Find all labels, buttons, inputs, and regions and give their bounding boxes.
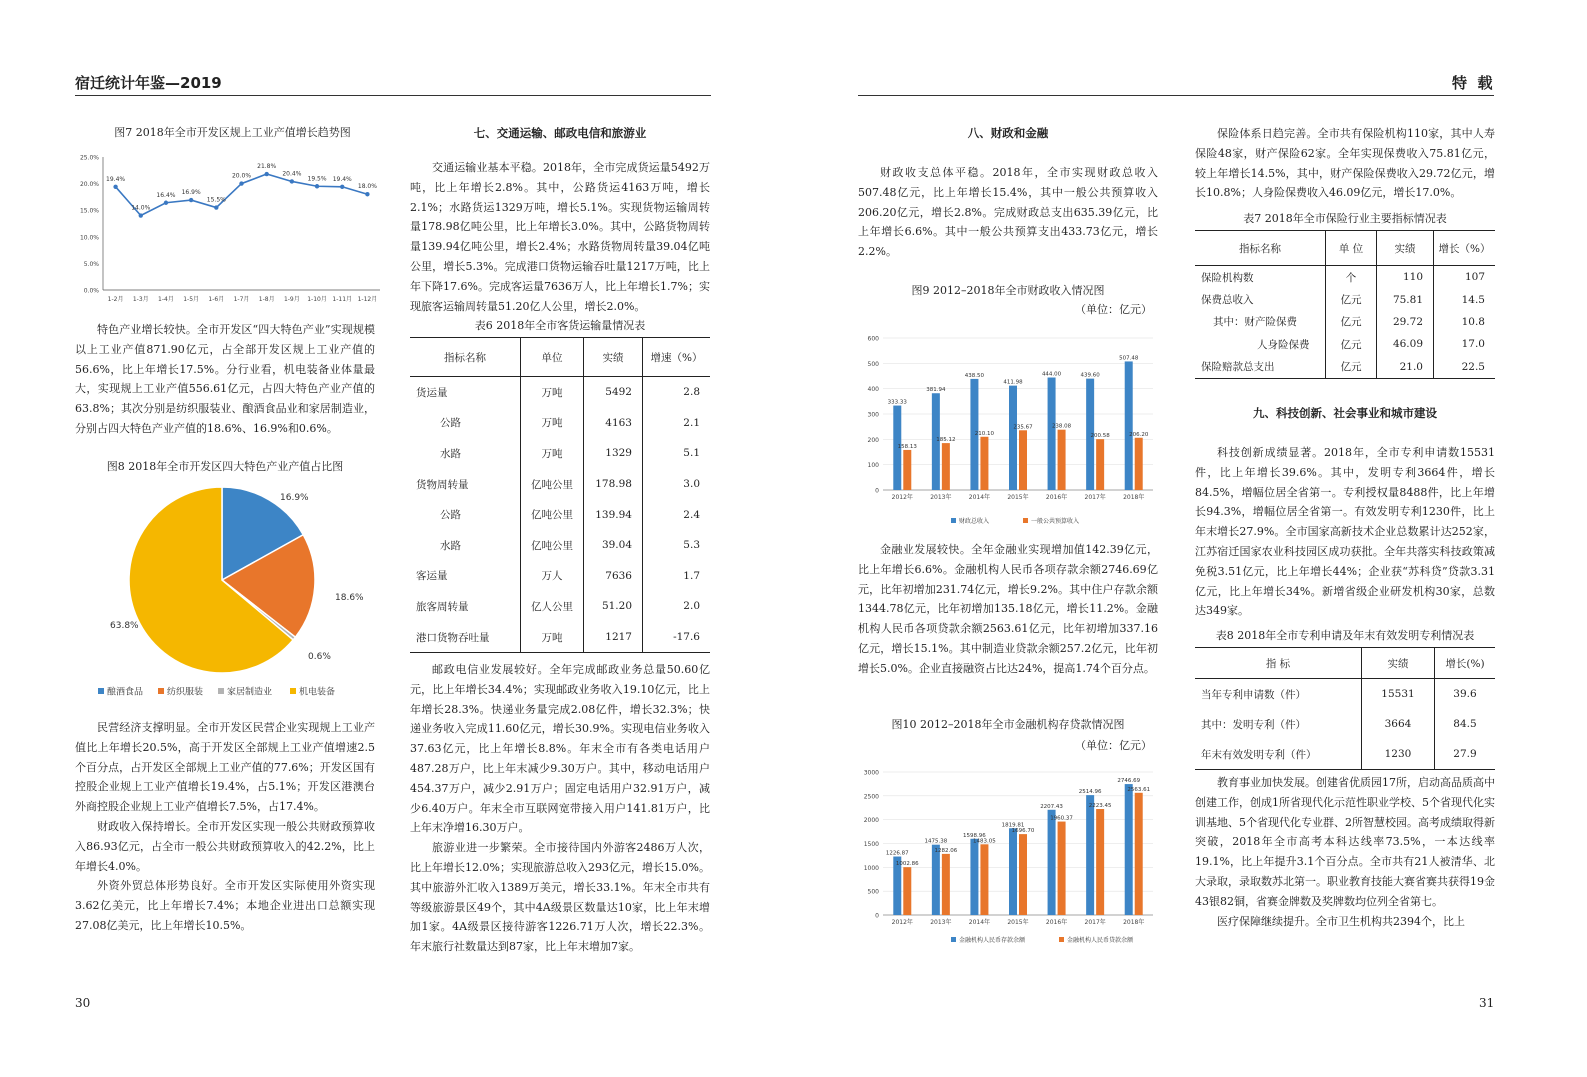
table6-cell: 亿吨公里: [521, 469, 584, 500]
fig10-data-label: 1002.86: [895, 861, 919, 868]
table6-cell: 2.8: [683, 386, 700, 399]
fig9-data-label: 444.00: [1041, 371, 1062, 378]
table6-cell: 5492: [584, 377, 643, 408]
fig7-data-label: 16.4%: [156, 191, 176, 199]
fig9-data-label: 439.60: [1080, 372, 1100, 379]
fig9-data-label: 210.10: [974, 430, 995, 437]
table6-cell: 2.0: [683, 600, 700, 613]
table6-header: 增速（%）: [643, 338, 711, 377]
page-number-left: 30: [75, 996, 91, 1010]
table8-row: [1195, 679, 1495, 710]
col2-text-a: [410, 158, 710, 316]
fig10-caption: 图10 2012–2018年全市金融机构存贷款情况图: [891, 718, 1125, 731]
table6-cell: 公路: [410, 499, 521, 530]
col1-text-b: [75, 718, 375, 936]
fig9-x-tick-label: 2015年: [1007, 494, 1029, 501]
fig9-data-label: 200.58: [1090, 433, 1110, 440]
fig8-slice-label: 0.6%: [308, 652, 331, 662]
fig8-caption: 图8 2018年全市开发区四大特色产业产值占比图: [106, 460, 344, 473]
table8-cell: 年末有效发明专利（件）: [1195, 739, 1362, 770]
fig8-legend-swatch: [218, 688, 224, 694]
table6-cell: -17.6: [643, 622, 711, 653]
fig9-bar: [1009, 386, 1017, 490]
table6-row: [410, 469, 710, 500]
fig7-data-point: [290, 179, 294, 183]
fig10-bar: [1048, 810, 1056, 915]
table7-cell: 亿元: [1326, 288, 1377, 310]
fig10-data-label: 1226.87: [885, 850, 909, 857]
table7-cell: 107: [1464, 271, 1485, 284]
table8: [1195, 647, 1495, 770]
table6-caption: 表6 2018年全市客货运输量情况表: [474, 319, 646, 332]
fig10-data-label: 2563.61: [1127, 786, 1151, 793]
fig7-data-label: 19.4%: [106, 175, 126, 183]
fig9-data-label: 238.08: [1051, 423, 1072, 430]
table6-cell: 2.4: [683, 508, 700, 521]
fig10-legend-label: 金融机构人民币存款余额: [959, 937, 1026, 944]
fig9-data-label: 185.12: [936, 437, 956, 444]
fig10-y-tick-label: 1000: [863, 864, 879, 872]
fig7-data-label: 20.4%: [282, 170, 302, 178]
col2-paragraph-2: 邮政电信业发展较好。全年完成邮政业务总量50.60亿元，比上年增长34.4%；实现邮政业务收入19.10亿元，比上年增长28.3%。快递业务量完成2.08亿件，增长32.3%；快递业务收入完成11.60亿元，增长30.9%。实现电信业务收入37.63亿元，比上年增长8.8%。年末全市有各类电话用户487.28万户，比上年末减少9.30万户。其中，移动电话用户454.37万户，减少2.91万户；固定电话用户32.91万户，减少6.40万户。年末全市互联网宽带接入用户141.81万户，比上年末净增16.30万户。: [410, 663, 710, 835]
col3-paragraph-2: 金融业发展较快。全年金融业实现增加值142.39亿元，比上年增长6.6%。金融机构人民币各项存款余额2746.69亿元，比年初增加231.74亿元，增长9.2%。其中住户存款余额1344.78亿元，比年初增加135.18亿元，增长11.2%。金融机构人民币各项贷款余额2563.61亿元，比年初增加337.16亿元，增长15.1%。其中制造业贷款余额257.2亿元，比年初增长5.0%。企业直接融资占比达24%，提高1.74个百分点。: [858, 543, 1158, 675]
fig7-data-label: 16.9%: [181, 189, 201, 197]
fig10-legend-swatch: [951, 937, 956, 942]
fig9-y-tick-label: 300: [867, 411, 879, 419]
table6-cell: 1217: [584, 622, 643, 653]
table6-cell: 水路: [410, 530, 521, 561]
table7-caption: 表7 2018年全市保险行业主要指标情况表: [1243, 212, 1447, 225]
table6-cell: 万吨: [521, 377, 584, 408]
fig10-bar: [942, 854, 950, 915]
fig9-bar-chart: [855, 330, 1160, 530]
fig9-bar: [1096, 439, 1104, 490]
fig10-bar: [970, 839, 978, 915]
fig9-bar: [942, 443, 950, 490]
col2-paragraph-1: 交通运输业基本平稳。2018年，全市完成货运量5492万吨，比上年增长2.8%。其中，公路货运4163万吨，增长2.1%；水路货运1329万吨，增长5.1%。实现货物运输周转量178.98亿吨公里，比上年增长3.0%。其中，公路货物周转量139.94亿吨公里，增长2.4%；水路货物周转量39.04亿吨公里，增长5.3%。完成港口货物运输吞吐量1217万吨，比上年下降17.6%。完成客运量7636万人，比上年增长1.7%；实现旅客运输周转量51.20亿人公里，增长2.0%。: [410, 161, 710, 313]
table6-cell: 万吨: [521, 438, 584, 469]
table8-header: 指 标: [1195, 648, 1362, 679]
table6-cell: 3.0: [683, 478, 700, 491]
col1-paragraph-3: 财政收入保持增长。全市开发区实现一般公共财政预算收入86.93亿元，占全市一般公共财政预算收入的42.2%，比上年增长4.0%。: [75, 819, 375, 873]
fig7-data-point: [340, 185, 344, 189]
table7-row: [1195, 356, 1495, 379]
fig8-legend-label: 酿酒食品: [107, 687, 144, 698]
left-header-title: 宿迁统计年鉴—2019: [75, 74, 222, 92]
table7-cell: 46.09: [1377, 333, 1434, 355]
table8-header: 实绩: [1362, 648, 1435, 679]
table6-cell: 4163: [584, 408, 643, 439]
table7-cell: 22.5: [1434, 356, 1496, 379]
col1-paragraph-2: 民营经济支撑明显。全市开发区民营企业实现规上工业产值比上年增长20.5%，高于开发区全部规上工业产值增速2.5个百分点，占开发区全部规上工业产值的77.6%；开发区国有控股企业规上工业产值增长19.4%，占5.1%；开发区港澳台外商控股企业规上工业产值增长7.5%，占17.4%。: [75, 721, 375, 814]
fig9-x-tick-label: 2014年: [968, 494, 991, 501]
fig10-bar: [1096, 809, 1104, 915]
fig10-bar: [903, 867, 911, 915]
table8-cell: 39.6: [1453, 688, 1477, 700]
table6-row: [410, 530, 710, 561]
table8-cell: 1230: [1362, 739, 1435, 770]
fig7-data-point: [164, 201, 168, 205]
col4-paragraph-4: 医疗保障继续提升。全市卫生机构共2394个，比上: [1217, 914, 1465, 928]
table7-row: [1195, 288, 1495, 310]
fig9-y-tick-label: 100: [867, 462, 879, 470]
fig10-data-label: 1282.06: [934, 847, 958, 854]
table6-row: [410, 408, 710, 439]
table8-cell: 3664: [1362, 709, 1435, 739]
table6-cell: 公路: [410, 408, 521, 439]
table6-cell: 2.1: [683, 416, 700, 429]
fig7-x-tick-label: 1-6月: [208, 296, 225, 303]
left-header-rule: [75, 95, 711, 96]
table6-cell: 1329: [584, 438, 643, 469]
table7-cell: 110: [1377, 266, 1434, 289]
table6-cell: 亿吨公里: [521, 499, 584, 530]
fig9-x-tick-label: 2013年: [930, 494, 952, 501]
fig7-data-label: 14.0%: [131, 204, 151, 212]
fig10-bar: [980, 844, 988, 915]
fig9-y-tick-label: 0: [875, 487, 879, 495]
col2-paragraph-3: 旅游业进一步繁荣。全市接待国内外游客2486万人次，比上年增长12.0%；实现旅游总收入293亿元，增长15.0%。其中旅游外汇收入1389万美元，增长33.1%。年末全市共有等级旅游景区49个，其中4A级景区数量达10家，比上年末增加1家。4A级景区接待游客1226.71万人次，增长22.3%。年末旅行社数量达到87家，比上年末增加7家。: [410, 841, 710, 954]
table7-cell: 人身险保费: [1195, 333, 1326, 355]
fig8-legend-label: 机电装备: [299, 687, 336, 698]
table7-cell: 14.5: [1461, 293, 1485, 306]
table8-caption: 表8 2018年全市专利申请及年末有效发明专利情况表: [1215, 629, 1475, 642]
fig10-unit: （单位：亿元）: [1075, 739, 1152, 752]
table6-cell: 51.20: [584, 591, 643, 622]
fig10-y-tick-label: 1500: [863, 841, 879, 848]
fig10-bar: [932, 845, 940, 915]
col3-paragraph-1: 财政收支总体平稳。2018年，全市实现财政总收入507.48亿元，比上年增长15.4%，其中一般公共预算收入206.20亿元，增长2.8%。完成财政总支出635.39亿元，比上年增长6.6%。其中一般公共预算支出433.73亿元，增长2.2%。: [858, 166, 1158, 259]
fig7-data-point: [315, 184, 319, 188]
fig8-legend-label: 纺织服装: [167, 687, 204, 698]
fig10-bar: [1086, 795, 1094, 915]
fig10-data-label: 1475.38: [924, 838, 948, 845]
table7-cell: 21.0: [1377, 356, 1434, 379]
fig9-caption: 图9 2012–2018年全市财政收入情况图: [911, 284, 1105, 297]
fig9-data-label: 333.33: [887, 399, 907, 406]
fig7-data-point: [113, 185, 117, 189]
fig7-data-point: [239, 181, 243, 185]
table7-header: 单 位: [1326, 231, 1377, 266]
table7-cell: 10.8: [1461, 315, 1485, 328]
fig10-x-tick-label: 2012年: [891, 919, 913, 926]
table6-row: [410, 561, 710, 592]
fig9-bar: [980, 437, 988, 490]
fig10-y-tick-label: 2000: [863, 817, 879, 825]
fig7-x-tick-label: 1-4月: [158, 296, 174, 303]
table8-cell: 当年专利申请数（件）: [1195, 679, 1362, 710]
table7-row: [1195, 266, 1495, 289]
table8-row: [1195, 709, 1495, 739]
fig9-x-tick-label: 2018年: [1123, 494, 1145, 501]
table6-header: 实绩: [584, 338, 643, 377]
fig7-data-point: [264, 172, 268, 176]
fig7-y-tick-label: 10.0%: [79, 234, 99, 242]
fig8-slice-label: 16.9%: [280, 493, 309, 503]
col4-paragraph-3: 教育事业加快发展。创建省优质园17所，启动高品质高中创建工作，创成1所省现代化示范性职业学校、5个省现代化实训基地、5个省现代化专业群、2所智慧校园。高考成绩取得新突破，2018年全市高考本科达线率73.5%，一本达线率19.1%，比上年提升3.1个百分点。全市共有21人被清华、北大录取，录取数苏北第一。职业教育技能大赛省赛共获得19金43银82铜，省赛金牌数及奖牌数均位列全省第七。: [1195, 776, 1495, 908]
table6-row: [410, 438, 710, 469]
fig10-y-tick-label: 3000: [863, 769, 879, 777]
col1-paragraph-1: 特色产业增长较快。全市开发区“四大特色产业”实现规模以上工业产值871.90亿元，占全部开发区规上工业产值的56.6%，比上年增长17.5%。分行业看，机电装备业体量最大，实现规上工业产值556.61亿元，占四大特色产业产值的63.8%；其次分别是纺织服装业、酿酒食品业和家居制造业，分别占四大特色产业产值的18.6%、16.9%和0.6%。: [75, 323, 375, 435]
fig9-data-label: 206.20: [1129, 431, 1149, 438]
fig7-data-point: [214, 205, 218, 209]
fig7-x-tick-label: 1-11月: [332, 296, 353, 303]
fig10-bar-chart: [855, 762, 1160, 957]
fig7-x-tick-label: 1-9月: [283, 296, 300, 303]
fig7-x-tick-label: 1-7月: [233, 296, 250, 303]
fig7-data-label: 15.5%: [206, 196, 226, 204]
fig10-y-tick-label: 2500: [863, 793, 879, 801]
fig10-data-label: 2223.45: [1088, 803, 1112, 810]
table7-cell: 29.72: [1377, 311, 1434, 333]
right-header-title: 特 载: [1452, 74, 1493, 92]
table8-header: 增长(%): [1435, 648, 1496, 679]
fig10-x-tick-label: 2015年: [1007, 919, 1029, 926]
fig9-legend-swatch: [1023, 518, 1028, 523]
table6-cell: 5.3: [683, 539, 700, 552]
fig10-data-label: 2514.96: [1078, 789, 1102, 796]
table6-cell: 客运量: [410, 561, 521, 592]
col1-text-a: [75, 320, 375, 439]
fig9-bar: [1058, 430, 1066, 490]
page-number-right: 31: [1479, 996, 1495, 1010]
fig9-bar: [1048, 378, 1056, 490]
fig9-legend-swatch: [951, 518, 956, 523]
fig8-legend-label: 家居制造业: [227, 687, 273, 698]
fig10-bar: [1009, 828, 1017, 915]
col2-text-b: [410, 660, 710, 957]
fig8-pie-chart: [80, 480, 400, 705]
fig7-data-point: [365, 192, 369, 196]
fig9-y-tick-label: 500: [867, 360, 879, 368]
table6-row: [410, 622, 710, 653]
table7-cell: 保险赔款总支出: [1195, 356, 1326, 379]
fig9-data-label: 411.98: [1003, 379, 1023, 386]
table7-header: 增长（%）: [1434, 231, 1496, 266]
fig7-x-tick-label: 1-12月: [357, 296, 378, 303]
table8-cell: 15531: [1362, 679, 1435, 710]
table6-cell: 5.1: [683, 447, 700, 460]
table7-cell: 亿元: [1326, 333, 1377, 355]
table6-header: 单位: [521, 338, 584, 377]
fig9-y-tick-label: 600: [867, 335, 879, 343]
fig8-slice-label: 18.6%: [335, 593, 364, 603]
table6-row: [410, 499, 710, 530]
col3-text-a: [858, 163, 1158, 262]
fig9-bar: [903, 450, 911, 490]
col4-text-b: [1195, 443, 1495, 621]
table7-cell: 17.0: [1461, 338, 1485, 351]
section-7-heading: 七、交通运输、邮政电信和旅游业: [473, 126, 647, 140]
fig9-data-label: 381.94: [926, 387, 946, 394]
fig9-legend-label: 一般公共预算收入: [1031, 518, 1080, 525]
fig10-y-tick-label: 0: [875, 912, 879, 920]
table7-row: [1195, 311, 1495, 333]
col4-text-a: [1195, 124, 1495, 203]
fig7-data-point: [139, 213, 143, 217]
table6-row: [410, 377, 710, 408]
table6-row: [410, 591, 710, 622]
fig7-y-tick-label: 15.0%: [79, 207, 99, 215]
table6-cell: 货运量: [410, 377, 521, 408]
fig7-x-tick-label: 1-8月: [258, 296, 275, 303]
fig10-x-tick-label: 2016年: [1045, 919, 1068, 926]
fig7-caption: 图7 2018年全市开发区规上工业产值增长趋势图: [114, 126, 351, 139]
fig7-data-label: 19.5%: [307, 175, 327, 183]
fig8-legend-swatch: [158, 688, 164, 694]
fig10-x-tick-label: 2014年: [968, 919, 991, 926]
table6-cell: 1.7: [683, 569, 700, 582]
fig7-data-label: 20.0%: [231, 172, 252, 180]
table7-header: 实绩: [1377, 231, 1434, 266]
fig10-data-label: 1696.70: [1011, 828, 1035, 835]
table6-cell: 万人: [521, 561, 584, 592]
fig9-y-tick-label: 400: [867, 386, 879, 394]
fig9-data-label: 158.13: [897, 443, 917, 450]
fig10-x-tick-label: 2013年: [930, 919, 952, 926]
col4-paragraph-1: 保险体系日趋完善。全市共有保险机构110家，其中人寿保险48家，财产保险62家。全年实现保费收入75.81亿元，较上年增长14.5%，其中，财产保险保费收入29.72亿元，增长10.8%；人身险保费收入46.09亿元，增长17.0%。: [1195, 127, 1495, 200]
fig7-y-tick-label: 20.0%: [79, 181, 99, 189]
col4-text-c: [1195, 773, 1495, 931]
fig7-x-tick-label: 1-3月: [132, 296, 149, 303]
fig10-y-tick-label: 500: [867, 888, 879, 896]
table6-cell: 港口货物吞吐量: [410, 622, 521, 653]
table7-cell: 亿元: [1326, 311, 1377, 333]
fig10-x-tick-label: 2018年: [1123, 919, 1145, 926]
fig10-data-label: 1598.96: [963, 832, 986, 839]
fig10-x-tick-label: 2017年: [1084, 919, 1106, 926]
fig9-x-tick-label: 2012年: [891, 494, 913, 501]
fig9-data-label: 507.48: [1119, 355, 1139, 362]
fig7-y-tick-label: 25.0%: [79, 154, 99, 162]
table6-cell: 39.04: [584, 530, 643, 561]
fig9-data-label: 235.67: [1013, 424, 1033, 431]
table7-cell: 其中：财产险保费: [1195, 311, 1326, 333]
col1-paragraph-4: 外资外贸总体形势良好。全市开发区实际使用外资实现3.62亿美元，比上年增长7.4%；本地企业进出口总额实现27.08亿美元，比上年增长10.5%。: [75, 879, 375, 932]
fig9-bar: [1125, 361, 1133, 490]
fig10-data-label: 1819.81: [1001, 822, 1025, 829]
table6-cell: 178.98: [584, 469, 643, 500]
right-header-rule: [858, 95, 1494, 96]
fig10-bar: [1019, 834, 1027, 915]
fig7-x-tick-label: 1-10月: [307, 296, 327, 303]
fig10-bar: [1135, 793, 1143, 915]
fig10-bar: [1058, 822, 1066, 915]
table6-cell: 旅客周转量: [410, 591, 521, 622]
fig9-x-tick-label: 2016年: [1045, 494, 1068, 501]
table7-cell: 保险机构数: [1195, 266, 1326, 289]
fig7-data-label: 19.4%: [332, 175, 352, 183]
section-9-heading: 九、科技创新、社会事业和城市建设: [1253, 406, 1437, 420]
fig7-line-chart: [75, 145, 390, 305]
col3-text-b: [858, 540, 1158, 679]
fig7-y-tick-label: 5.0%: [83, 260, 99, 268]
table7: [1195, 230, 1495, 379]
fig7-x-tick-label: 1-2月: [107, 296, 124, 303]
fig8-legend-swatch: [290, 688, 296, 694]
fig9-bar: [1135, 438, 1143, 490]
table6-cell: 亿吨公里: [521, 530, 584, 561]
fig9-bar: [1019, 430, 1027, 490]
table7-cell: 75.81: [1377, 288, 1434, 310]
section-8-heading: 八、财政和金融: [967, 126, 1049, 140]
table6-cell: 水路: [410, 438, 521, 469]
fig10-data-label: 1960.37: [1050, 815, 1073, 822]
fig8-slice-label: 63.8%: [110, 621, 139, 631]
table8-cell: 84.5: [1453, 718, 1477, 730]
fig7-y-tick-label: 0.0%: [83, 287, 99, 295]
table7-cell: 个: [1326, 266, 1377, 289]
table6-cell: 万吨: [521, 408, 584, 439]
fig10-legend-swatch: [1059, 937, 1064, 942]
fig10-bar: [1125, 784, 1133, 915]
col4-paragraph-2: 科技创新成绩显著。2018年，全市专利申请数15531件，比上年增长39.6%。其中，发明专利3664件，增长84.5%，增幅位居全省第一。专利授权量8488件，比上年增长94.3%，增幅位居全省第一。有效发明专利1230件，比上年末增长27.9%。全市国家高新技术企业总数累计达252家，江苏宿迁国家农业科技园区成功获批。全年共落实科技政策减免税3.51亿元，比上年增长44%；企业获“苏科贷”贷款3.31亿元，比上年增长34%。新增省级企业研发机构30家，总数达349家。: [1195, 446, 1495, 618]
table6-cell: 万吨: [521, 622, 584, 653]
fig9-legend-label: 财政总收入: [959, 518, 990, 525]
table6-cell: 139.94: [584, 499, 643, 530]
fig8-legend-swatch: [98, 688, 104, 694]
fig10-data-label: 1483.05: [973, 838, 996, 845]
fig10-data-label: 2207.43: [1040, 803, 1063, 810]
fig9-unit: （单位：亿元）: [1075, 303, 1152, 316]
table7-header: 指标名称: [1195, 231, 1326, 266]
fig7-data-label: 21.8%: [257, 163, 277, 171]
fig10-legend-label: 金融机构人民币贷款余额: [1067, 937, 1134, 944]
fig7-data-label: 18.0%: [357, 183, 377, 191]
table6-cell: 7636: [584, 561, 643, 592]
fig7-data-point: [189, 198, 193, 202]
fig7-x-tick-label: 1-5月: [183, 296, 200, 303]
table7-cell: 亿元: [1326, 356, 1377, 379]
fig7-series-line: [116, 174, 368, 215]
table8-cell: 27.9: [1435, 739, 1496, 770]
fig9-x-tick-label: 2017年: [1084, 494, 1106, 501]
fig9-y-tick-label: 200: [867, 436, 879, 444]
table7-cell: 保费总收入: [1195, 288, 1326, 310]
fig9-data-label: 438.50: [964, 372, 985, 379]
table8-row: [1195, 739, 1495, 770]
table6-header: 指标名称: [410, 338, 521, 377]
fig10-data-label: 2746.69: [1117, 778, 1141, 785]
table6: [410, 337, 710, 653]
table6-cell: 货物周转量: [410, 469, 521, 500]
table6-cell: 亿人公里: [521, 591, 584, 622]
table8-cell: 其中：发明专利（件）: [1195, 709, 1362, 739]
table7-row: [1195, 333, 1495, 355]
